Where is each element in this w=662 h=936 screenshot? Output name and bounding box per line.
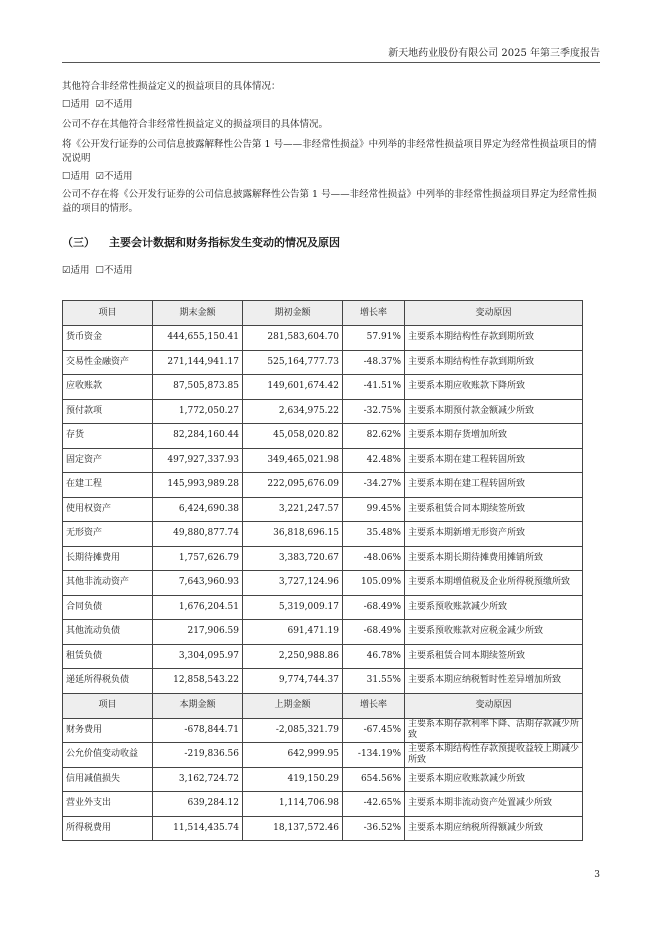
column-header: 变动原因 — [405, 693, 583, 718]
ending-amount-cell: 1,757,626.79 — [153, 546, 243, 571]
item-cell: 合同负债 — [63, 595, 153, 620]
growth-rate-cell: 654.56% — [343, 767, 405, 792]
change-reason-cell: 主要系本期结构性存款到期所致 — [405, 350, 583, 375]
beginning-amount-cell: 2,634,975.22 — [243, 399, 343, 424]
growth-rate-cell: 105.09% — [343, 571, 405, 596]
item-cell: 公允价值变动收益 — [63, 743, 153, 768]
table-row — [63, 669, 583, 694]
ending-amount-cell: 7,643,960.93 — [153, 571, 243, 596]
section-number: （三） — [62, 236, 95, 249]
growth-rate-cell: -68.49% — [343, 620, 405, 645]
change-reason-cell: 主要系本期长期待摊费用摊销所致 — [405, 546, 583, 571]
beginning-amount-cell: 525,164,777.73 — [243, 350, 343, 375]
section-title: 主要会计数据和财务指标发生变动的情况及原因 — [109, 236, 340, 249]
change-reason-cell: 主要系本期增值税及企业所得税预缴所致 — [405, 571, 583, 596]
table-row — [63, 816, 583, 841]
column-header: 期末金额 — [153, 301, 243, 326]
ending-amount-cell: 49,880,877.74 — [153, 522, 243, 547]
beginning-amount-cell: 5,319,009.17 — [243, 595, 343, 620]
beginning-amount-cell: 3,727,124.96 — [243, 571, 343, 596]
growth-rate-cell: -68.49% — [343, 595, 405, 620]
item-cell: 预付款项 — [63, 399, 153, 424]
column-header: 增长率 — [343, 301, 405, 326]
option-applicable: ☐适用 — [62, 171, 90, 182]
growth-rate-cell: -134.19% — [343, 743, 405, 768]
item-cell: 其他非流动资产 — [63, 571, 153, 596]
change-reason-cell: 主要系本期应收账款减少所致 — [405, 767, 583, 792]
table-header-row — [63, 301, 583, 326]
beginning-amount-cell: 419,150.29 — [243, 767, 343, 792]
growth-rate-cell: -67.45% — [343, 718, 405, 743]
column-header: 增长率 — [343, 693, 405, 718]
financial-changes-table — [62, 300, 583, 841]
column-header: 期初金额 — [243, 301, 343, 326]
section-heading — [62, 234, 340, 250]
beginning-amount-cell: 691,471.19 — [243, 620, 343, 645]
table-row — [63, 497, 583, 522]
paragraph-classification-note: 将《公开发行证券的公司信息披露解释性公告第 1 号——非经常性损益》中列举的非经常性损益项目界定为经常性损益项目的情况说明 — [62, 139, 597, 164]
change-reason-cell: 主要系预收账款减少所致 — [405, 595, 583, 620]
beginning-amount-cell: 9,774,744.37 — [243, 669, 343, 694]
applicability-check-3 — [62, 264, 602, 278]
option-not-applicable: ☑不适用 — [95, 99, 133, 110]
ending-amount-cell: -219,836.56 — [153, 743, 243, 768]
beginning-amount-cell: 349,465,021.98 — [243, 448, 343, 473]
ending-amount-cell: 217,906.59 — [153, 620, 243, 645]
table-row — [63, 424, 583, 449]
beginning-amount-cell: 36,818,696.15 — [243, 522, 343, 547]
table-row — [63, 718, 583, 743]
item-cell: 其他流动负债 — [63, 620, 153, 645]
beginning-amount-cell: 1,114,706.98 — [243, 792, 343, 817]
ending-amount-cell: 11,514,435.74 — [153, 816, 243, 841]
item-cell: 财务费用 — [63, 718, 153, 743]
item-cell: 使用权资产 — [63, 497, 153, 522]
item-cell: 长期待摊费用 — [63, 546, 153, 571]
change-reason-cell: 主要系本期预付款金额减少所致 — [405, 399, 583, 424]
ending-amount-cell: 1,772,050.27 — [153, 399, 243, 424]
ending-amount-cell: 3,162,724.72 — [153, 767, 243, 792]
item-cell: 信用减值损失 — [63, 767, 153, 792]
beginning-amount-cell: 222,095,676.09 — [243, 473, 343, 498]
beginning-amount-cell: 3,221,247.57 — [243, 497, 343, 522]
change-reason-cell: 主要系本期结构性存款预提收益较上期减少所致 — [405, 743, 583, 768]
table-row — [63, 546, 583, 571]
ending-amount-cell: 497,927,337.93 — [153, 448, 243, 473]
header-divider — [62, 62, 600, 63]
ending-amount-cell: 1,676,204.51 — [153, 595, 243, 620]
option-applicable: ☐适用 — [62, 99, 90, 110]
paragraph-no-classification: 公司不存在将《公开发行证券的公司信息披露解释性公告第 1 号——非经常性损益》中列举的非经常性损益项目界定为经常性损益的项目的情形。 — [62, 189, 597, 214]
growth-rate-cell: -34.27% — [343, 473, 405, 498]
change-reason-cell: 主要系租赁合同本期续签所致 — [405, 644, 583, 669]
item-cell: 租赁负债 — [63, 644, 153, 669]
item-cell: 无形资产 — [63, 522, 153, 547]
column-header: 上期金额 — [243, 693, 343, 718]
applicability-check-1 — [62, 98, 602, 112]
change-reason-cell: 主要系本期应纳税暂时性差异增加所致 — [405, 669, 583, 694]
table-row — [63, 595, 583, 620]
paragraph-other-items: 其他符合非经常性损益定义的损益项目的具体情况： — [62, 81, 281, 92]
table-row — [63, 767, 583, 792]
change-reason-cell: 主要系本期应纳税所得额减少所致 — [405, 816, 583, 841]
change-reason-cell: 主要系本期新增无形资产所致 — [405, 522, 583, 547]
item-cell: 交易性金融资产 — [63, 350, 153, 375]
table-row — [63, 620, 583, 645]
growth-rate-cell: 82.62% — [343, 424, 405, 449]
ending-amount-cell: 12,858,543.22 — [153, 669, 243, 694]
table-row — [63, 792, 583, 817]
table-row — [63, 743, 583, 768]
applicability-check-2 — [62, 170, 602, 184]
change-reason-cell: 主要系本期在建工程转固所致 — [405, 448, 583, 473]
item-cell: 存货 — [63, 424, 153, 449]
growth-rate-cell: 46.78% — [343, 644, 405, 669]
column-header: 项目 — [63, 301, 153, 326]
beginning-amount-cell: 281,583,604.70 — [243, 326, 343, 351]
ending-amount-cell: 444,655,150.41 — [153, 326, 243, 351]
table-row — [63, 473, 583, 498]
growth-rate-cell: 99.45% — [343, 497, 405, 522]
change-reason-cell: 主要系本期存款利率下降、活期存款减少所致 — [405, 718, 583, 743]
ending-amount-cell: 87,505,873.85 — [153, 375, 243, 400]
option-not-applicable: ☐不适用 — [95, 265, 133, 276]
change-reason-cell: 主要系预收账款对应税金减少所致 — [405, 620, 583, 645]
page-number: 3 — [594, 870, 600, 880]
growth-rate-cell: 57.91% — [343, 326, 405, 351]
ending-amount-cell: 271,144,941.17 — [153, 350, 243, 375]
beginning-amount-cell: -2,085,321.79 — [243, 718, 343, 743]
table-row — [63, 571, 583, 596]
change-reason-cell: 主要系本期结构性存款到期所致 — [405, 326, 583, 351]
table-row — [63, 448, 583, 473]
item-cell: 在建工程 — [63, 473, 153, 498]
option-not-applicable: ☑不适用 — [95, 171, 133, 182]
change-reason-cell: 主要系租赁合同本期续签所致 — [405, 497, 583, 522]
table-row — [63, 326, 583, 351]
item-cell: 营业外支出 — [63, 792, 153, 817]
table-row — [63, 399, 583, 424]
table-header-row — [63, 693, 583, 718]
report-header-title: 新天地药业股份有限公司 2025 年第三季度报告 — [388, 48, 600, 59]
growth-rate-cell: -48.06% — [343, 546, 405, 571]
item-cell: 递延所得税负债 — [63, 669, 153, 694]
ending-amount-cell: 3,304,095.97 — [153, 644, 243, 669]
item-cell: 货币资金 — [63, 326, 153, 351]
table-row — [63, 375, 583, 400]
change-reason-cell: 主要系本期在建工程转固所致 — [405, 473, 583, 498]
column-header: 本期金额 — [153, 693, 243, 718]
growth-rate-cell: 42.48% — [343, 448, 405, 473]
table-row — [63, 522, 583, 547]
table-row — [63, 350, 583, 375]
ending-amount-cell: 639,284.12 — [153, 792, 243, 817]
beginning-amount-cell: 3,383,720.67 — [243, 546, 343, 571]
change-reason-cell: 主要系本期存货增加所致 — [405, 424, 583, 449]
item-cell: 应收账款 — [63, 375, 153, 400]
ending-amount-cell: 6,424,690.38 — [153, 497, 243, 522]
beginning-amount-cell: 642,999.95 — [243, 743, 343, 768]
growth-rate-cell: -36.52% — [343, 816, 405, 841]
growth-rate-cell: -41.51% — [343, 375, 405, 400]
item-cell: 固定资产 — [63, 448, 153, 473]
column-header: 项目 — [63, 693, 153, 718]
ending-amount-cell: 82,284,160.44 — [153, 424, 243, 449]
growth-rate-cell: -32.75% — [343, 399, 405, 424]
option-applicable: ☑适用 — [62, 265, 90, 276]
beginning-amount-cell: 18,137,572.46 — [243, 816, 343, 841]
beginning-amount-cell: 45,058,020.82 — [243, 424, 343, 449]
change-reason-cell: 主要系本期应收账款下降所致 — [405, 375, 583, 400]
growth-rate-cell: 31.55% — [343, 669, 405, 694]
beginning-amount-cell: 149,601,674.42 — [243, 375, 343, 400]
ending-amount-cell: -678,844.71 — [153, 718, 243, 743]
column-header: 变动原因 — [405, 301, 583, 326]
table-row — [63, 644, 583, 669]
paragraph-no-other-items: 公司不存在其他符合非经常性损益定义的损益项目的具体情况。 — [62, 119, 329, 130]
item-cell: 所得税费用 — [63, 816, 153, 841]
ending-amount-cell: 145,993,989.28 — [153, 473, 243, 498]
growth-rate-cell: -48.37% — [343, 350, 405, 375]
growth-rate-cell: -42.65% — [343, 792, 405, 817]
beginning-amount-cell: 2,250,988.86 — [243, 644, 343, 669]
change-reason-cell: 主要系本期非流动资产处置减少所致 — [405, 792, 583, 817]
growth-rate-cell: 35.48% — [343, 522, 405, 547]
